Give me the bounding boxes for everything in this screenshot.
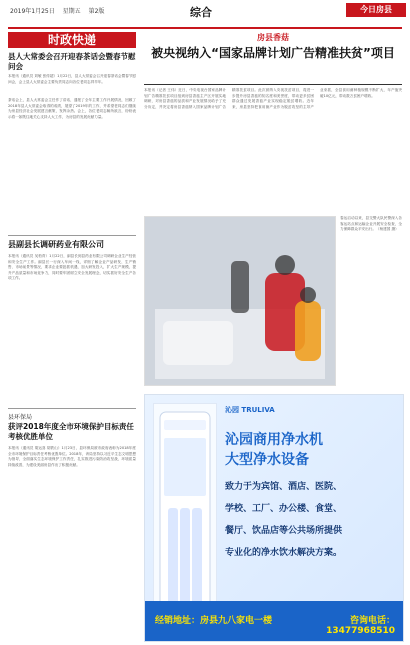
issue-weekday: 星期五 — [62, 8, 81, 15]
ad-address: 经销地址：房县九八家电一楼 — [155, 616, 273, 626]
ad-body-line-3: 餐厅、饮品店等公共场所提供 — [225, 526, 343, 536]
ad-title-line2: 大型净水设备 — [225, 452, 309, 468]
ad-body-line-1: 致力于为宾馆、酒店、医院、 — [225, 482, 343, 492]
main-headline: 被央视纳入“国家品牌计划广告精准扶贫”项目 — [151, 46, 395, 60]
main-kicker: 房县香菇 — [257, 33, 289, 42]
purifier-illustration — [154, 404, 216, 634]
ad-title-line1: 沁园商用净水机 — [225, 432, 323, 448]
masthead-rule — [8, 27, 402, 29]
article3-kicker: 县环保局 — [8, 414, 33, 421]
ad-brand: 沁园 TRULIVA — [225, 406, 275, 414]
photo-illustration — [145, 217, 335, 385]
main-photo — [144, 216, 336, 386]
article1-byline: 本报讯（通讯员 刘敏 张传超）1月22日，县人大常委会召开迎春茶话会暨春节慰问会，会上县人大常委会主要负责同志向各位老同志拜早年。 — [8, 74, 136, 84]
article1-headline: 县人大常委会召开迎春茶话会暨春节慰问会 — [8, 52, 136, 71]
ad-phone: 咨询电话：13477968510 — [326, 616, 395, 636]
page-number: 第2版 — [88, 8, 105, 15]
article1-body: 茶话会上，县人大常委会主任作了讲话，通报了全年主要工作开展情况，回顾了2018年县人大常委会取得的成绩，展望了2019年的工作，并希望老同志们继续为房县经济社会发展建言献策，发挥余热。会上，各位老同志畅所欲言，纷纷表示将一如既往地关心支持人大工作，为房县的发展贡献力量。 — [8, 98, 136, 119]
main-body: 本报讯（记者 王伟）近日，中央电视台国家品牌计划广告精准扶贫项目组到房县香菇主产区开展实地调研，对房县香菇的品质和产业发展情况给予了充分肯定，并决定将房县香菇纳入国家品牌计划广告精准扶贫项目。此次被纳入央视扶贫项目，将进一步提升房县香菇的知名度和美誉度，带动更多贫困群众通过发展香菇产业实现稳定脱贫增收。近年来，房县坚持把食用菌产业作为脱贫攻坚的主导产业来抓，全县食用菌种植规模不断扩大，年产值突破10亿元，带动数万贫困户增收。 — [144, 88, 402, 109]
left-divider-1 — [8, 235, 136, 236]
article2-body: 本报讯（通讯员 吴柏青）1月22日，副县长到县药业有限公司调研企业生产经营和安全生产工作。副县长一行深入车间一线，详细了解企业产品研发、生产销售、市场前景等情况，要求企业要抢抓机遇，加大研发投入，扩大生产规模，提升产品质量和市场竞争力，同时要牢固树立安全发展理念，切实抓好安全生产各项工作。 — [8, 254, 136, 281]
newspaper-logo: 今日房县 — [346, 3, 406, 17]
article3-headline: 获评2018年度全市环境保护目标责任考核优胜单位 — [8, 422, 134, 441]
ad-footer — [145, 601, 403, 641]
left-section-title: 时政快递 — [8, 32, 136, 48]
main-rule — [144, 84, 402, 85]
section-title: 综合 — [190, 6, 212, 19]
main-story — [144, 32, 402, 388]
issue-meta — [10, 6, 104, 15]
ad-block — [144, 394, 404, 642]
ad-body-line-2: 学校、工厂、办公楼、食堂、 — [225, 504, 343, 514]
masthead — [0, 0, 410, 28]
ad-body — [225, 479, 399, 571]
article3-body: 本报讯（通讯员 胡运喜 胡铁山）1月23日，县环保局被市政府表彰为2018年度全市环境保护目标责任考核优胜单位。2018年，该局坚持以习近平生态文明思想为指导，全面落实生态环境保护工作责任，扎实推进污染防治攻坚战，环境质量持续改善，为建设美丽房县作出了积极贡献。 — [8, 446, 136, 467]
article2-headline: 县副县长调研药业有限公司 — [8, 240, 104, 249]
left-column — [8, 32, 136, 636]
photo-caption: 春运启动以来，县交警大队民警深入各客运站点和运输企业开展安全检查，全力保障群众平安出行。（杨建国 摄） — [340, 216, 402, 232]
ad-body-line-4: 专业化的净水饮水解决方案。 — [225, 548, 343, 558]
issue-date: 2019年1月25日 — [10, 8, 55, 15]
left-divider-2 — [8, 408, 136, 409]
